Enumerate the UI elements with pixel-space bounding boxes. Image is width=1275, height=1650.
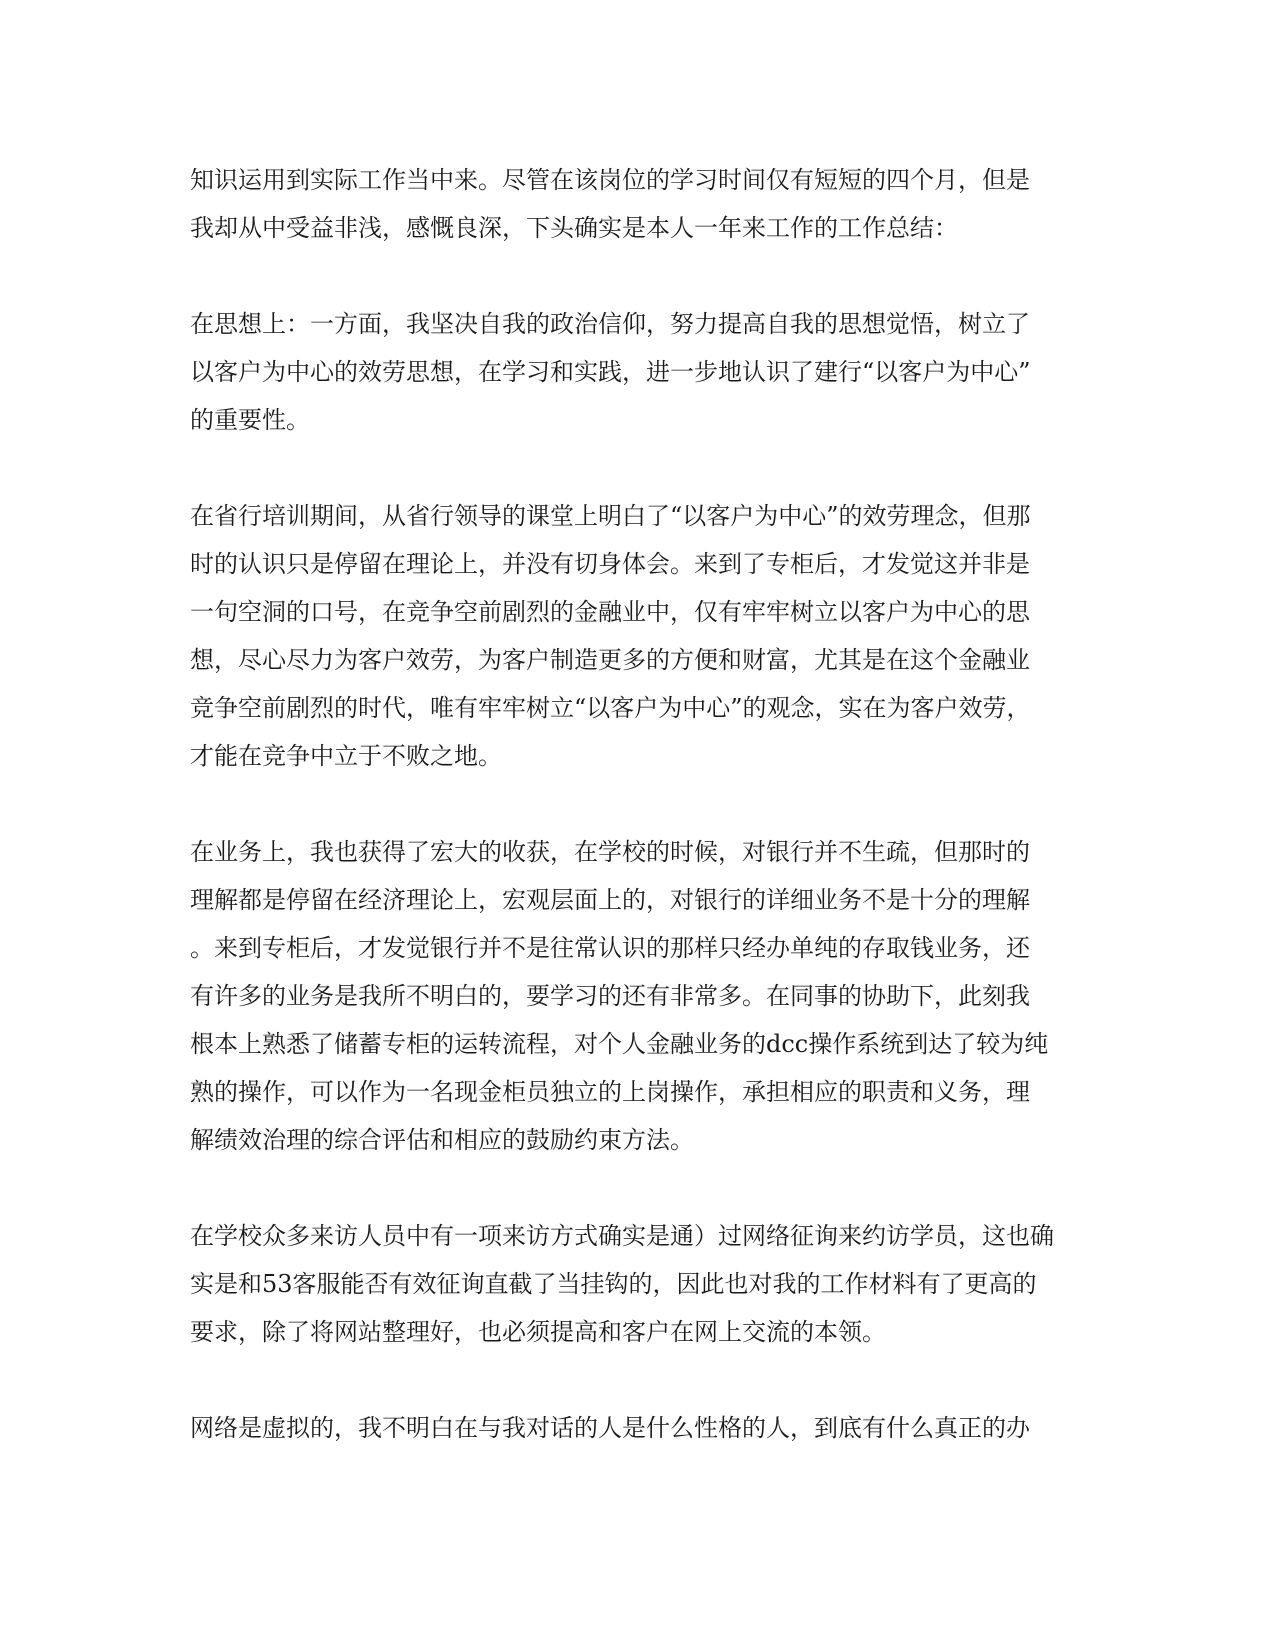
text-line: 在学校众多来访人员中有一项来访方式确实是通）过网络征询来约访学员，这也确 xyxy=(190,1222,1054,1250)
text-line: 熟的操作，可以作为一名现金柜员独立的上岗操作，承担相应的职责和义务，理 xyxy=(190,1078,1030,1106)
text-line: 解绩效治理的综合评估和相应的鼓励约束方法。 xyxy=(190,1126,694,1154)
text-line: 网络是虚拟的，我不明白在与我对话的人是什么性格的人，到底有什么真正的办 xyxy=(190,1414,1030,1442)
paragraph-gap xyxy=(190,444,1070,492)
text-line: 竞争空前剧烈的时代，唯有牢牢树立“以客户为中心”的观念，实在为客户效劳， xyxy=(190,694,1031,722)
text-line: 以客户为中心的效劳思想，在学习和实践，进一步地认识了建行“以客户为中心” xyxy=(190,358,1031,386)
text-line: 要求，除了将网站整理好，也必须提高和客户在网上交流的本领。 xyxy=(190,1318,886,1346)
text-line: 实是和53客服能否有效征询直截了当挂钩的，因此也对我的工作材料有了更高的 xyxy=(190,1270,1037,1298)
text-line: 有许多的业务是我所不明白的，要学习的还有非常多。在同事的协助下，此刻我 xyxy=(190,982,1030,1010)
text-line: 时的认识只是停留在理论上，并没有切身体会。来到了专柜后，才发觉这并非是 xyxy=(190,550,1030,578)
paragraph-gap xyxy=(190,252,1070,300)
text-line: 。来到专柜后，才发觉银行并不是往常认识的那样只经办单纯的存取钱业务，还 xyxy=(190,934,1030,962)
text-line: 理解都是停留在经济理论上，宏观层面上的，对银行的详细业务不是十分的理解 xyxy=(190,886,1030,914)
text-line: 在省行培训期间，从省行领导的课堂上明白了“以客户为中心”的效劳理念，但那 xyxy=(190,502,1031,530)
text-line: 才能在竞争中立于不败之地。 xyxy=(190,742,502,770)
text-line: 的重要性。 xyxy=(190,406,310,434)
text-line: 我却从中受益非浅，感慨良深，下头确实是本人一年来工作的工作总结： xyxy=(190,214,958,242)
paragraph-gap xyxy=(190,780,1070,828)
text-line: 在思想上：一方面，我坚决自我的政治信仰，努力提高自我的思想觉悟，树立了 xyxy=(190,310,1030,338)
text-line: 想，尽心尽力为客户效劳，为客户制造更多的方便和财富，尤其是在这个金融业 xyxy=(190,646,1030,674)
text-line: 一句空洞的口号，在竞争空前剧烈的金融业中，仅有牢牢树立以客户为中心的思 xyxy=(190,598,1030,626)
paragraph-gap xyxy=(190,1164,1070,1212)
text-line: 在业务上，我也获得了宏大的收获，在学校的时候，对银行并不生疏，但那时的 xyxy=(190,838,1030,866)
text-line: 根本上熟悉了储蓄专柜的运转流程，对个人金融业务的dcc操作系统到达了较为纯 xyxy=(190,1030,1049,1058)
document-body xyxy=(190,156,1070,1452)
text-line: 知识运用到实际工作当中来。尽管在该岗位的学习时间仅有短短的四个月，但是 xyxy=(190,166,1030,194)
paragraph-gap xyxy=(190,1356,1070,1404)
